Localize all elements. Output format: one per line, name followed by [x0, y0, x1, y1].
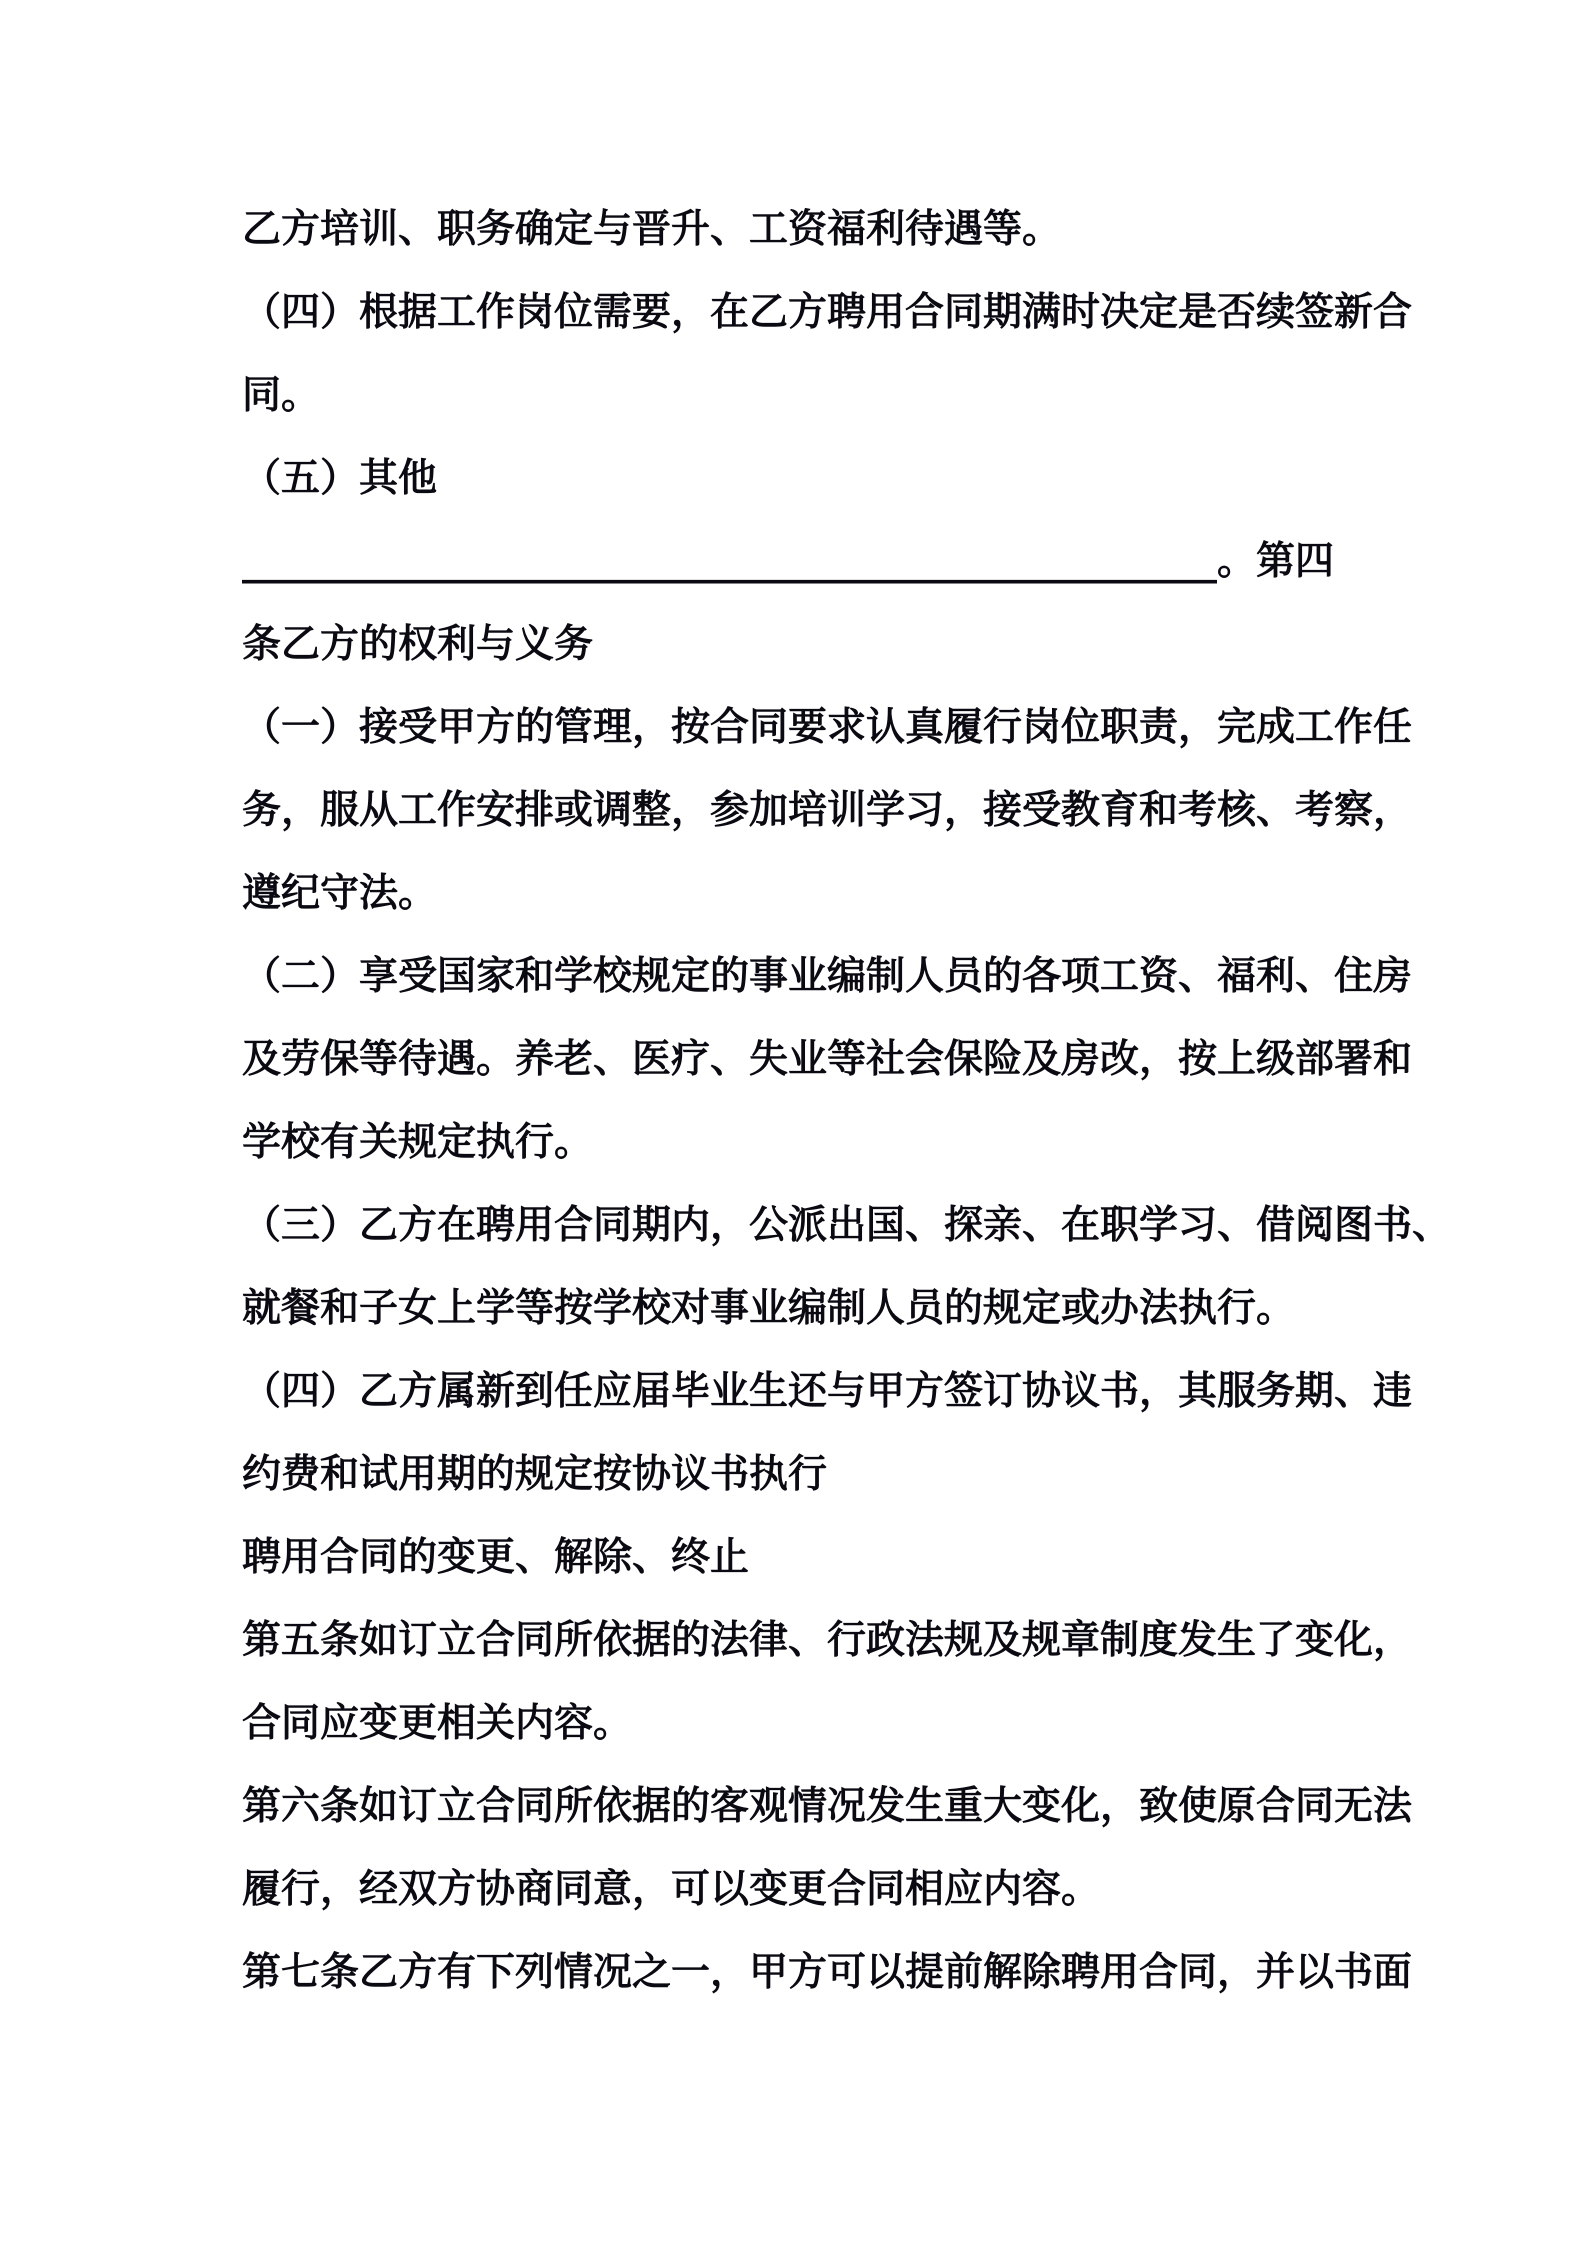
- document-line: （一）接受甲方的管理，按合同要求认真履行岗位职责，完成工作任: [242, 705, 1413, 750]
- document-line: 遵纪守法。: [242, 871, 438, 916]
- document-line: （四）根据工作岗位需要，在乙方聘用合同期满时决定是否续签新合: [242, 290, 1413, 335]
- document-line: 就餐和子女上学等按学校对事业编制人员的规定或办法执行。: [242, 1286, 1296, 1331]
- document-line: 履行，经双方协商同意，可以变更合同相应内容。: [242, 1867, 1101, 1912]
- document-line: 合同应变更相关内容。: [242, 1701, 633, 1746]
- document-line: （二）享受国家和学校规定的事业编制人员的各项工资、福利、住房: [242, 954, 1413, 999]
- document-line: （三）乙方在聘用合同期内，公派出国、探亲、在职学习、借阅图书、: [242, 1203, 1452, 1248]
- document-line: 及劳保等待遇。养老、医疗、失业等社会保险及房改，按上级部署和: [242, 1037, 1413, 1082]
- document-line: __________________________________________________。第四: [242, 539, 1335, 584]
- document-line: 第五条如订立合同所依据的法律、行政法规及规章制度发生了变化，: [242, 1618, 1413, 1663]
- document-line: 条乙方的权利与义务: [242, 622, 594, 667]
- contract-text-block: [242, 188, 1452, 2014]
- document-line: 第六条如订立合同所依据的客观情况发生重大变化，致使原合同无法: [242, 1784, 1413, 1829]
- document-line: 同。: [242, 373, 321, 418]
- document-line: （五）其他: [242, 456, 438, 501]
- document-line: 学校有关规定执行。: [242, 1120, 594, 1165]
- document-line: 乙方培训、职务确定与晋升、工资福利待遇等。: [242, 207, 1062, 252]
- document-line: 约费和试用期的规定按协议书执行: [242, 1452, 828, 1497]
- document-line: （四）乙方属新到任应届毕业生还与甲方签订协议书，其服务期、违: [242, 1369, 1413, 1414]
- document-line: 第七条乙方有下列情况之一，甲方可以提前解除聘用合同，并以书面: [242, 1950, 1413, 1995]
- document-line: 务，服从工作安排或调整，参加培训学习，接受教育和考核、考察，: [242, 788, 1413, 833]
- document-line: 聘用合同的变更、解除、终止: [242, 1535, 750, 1580]
